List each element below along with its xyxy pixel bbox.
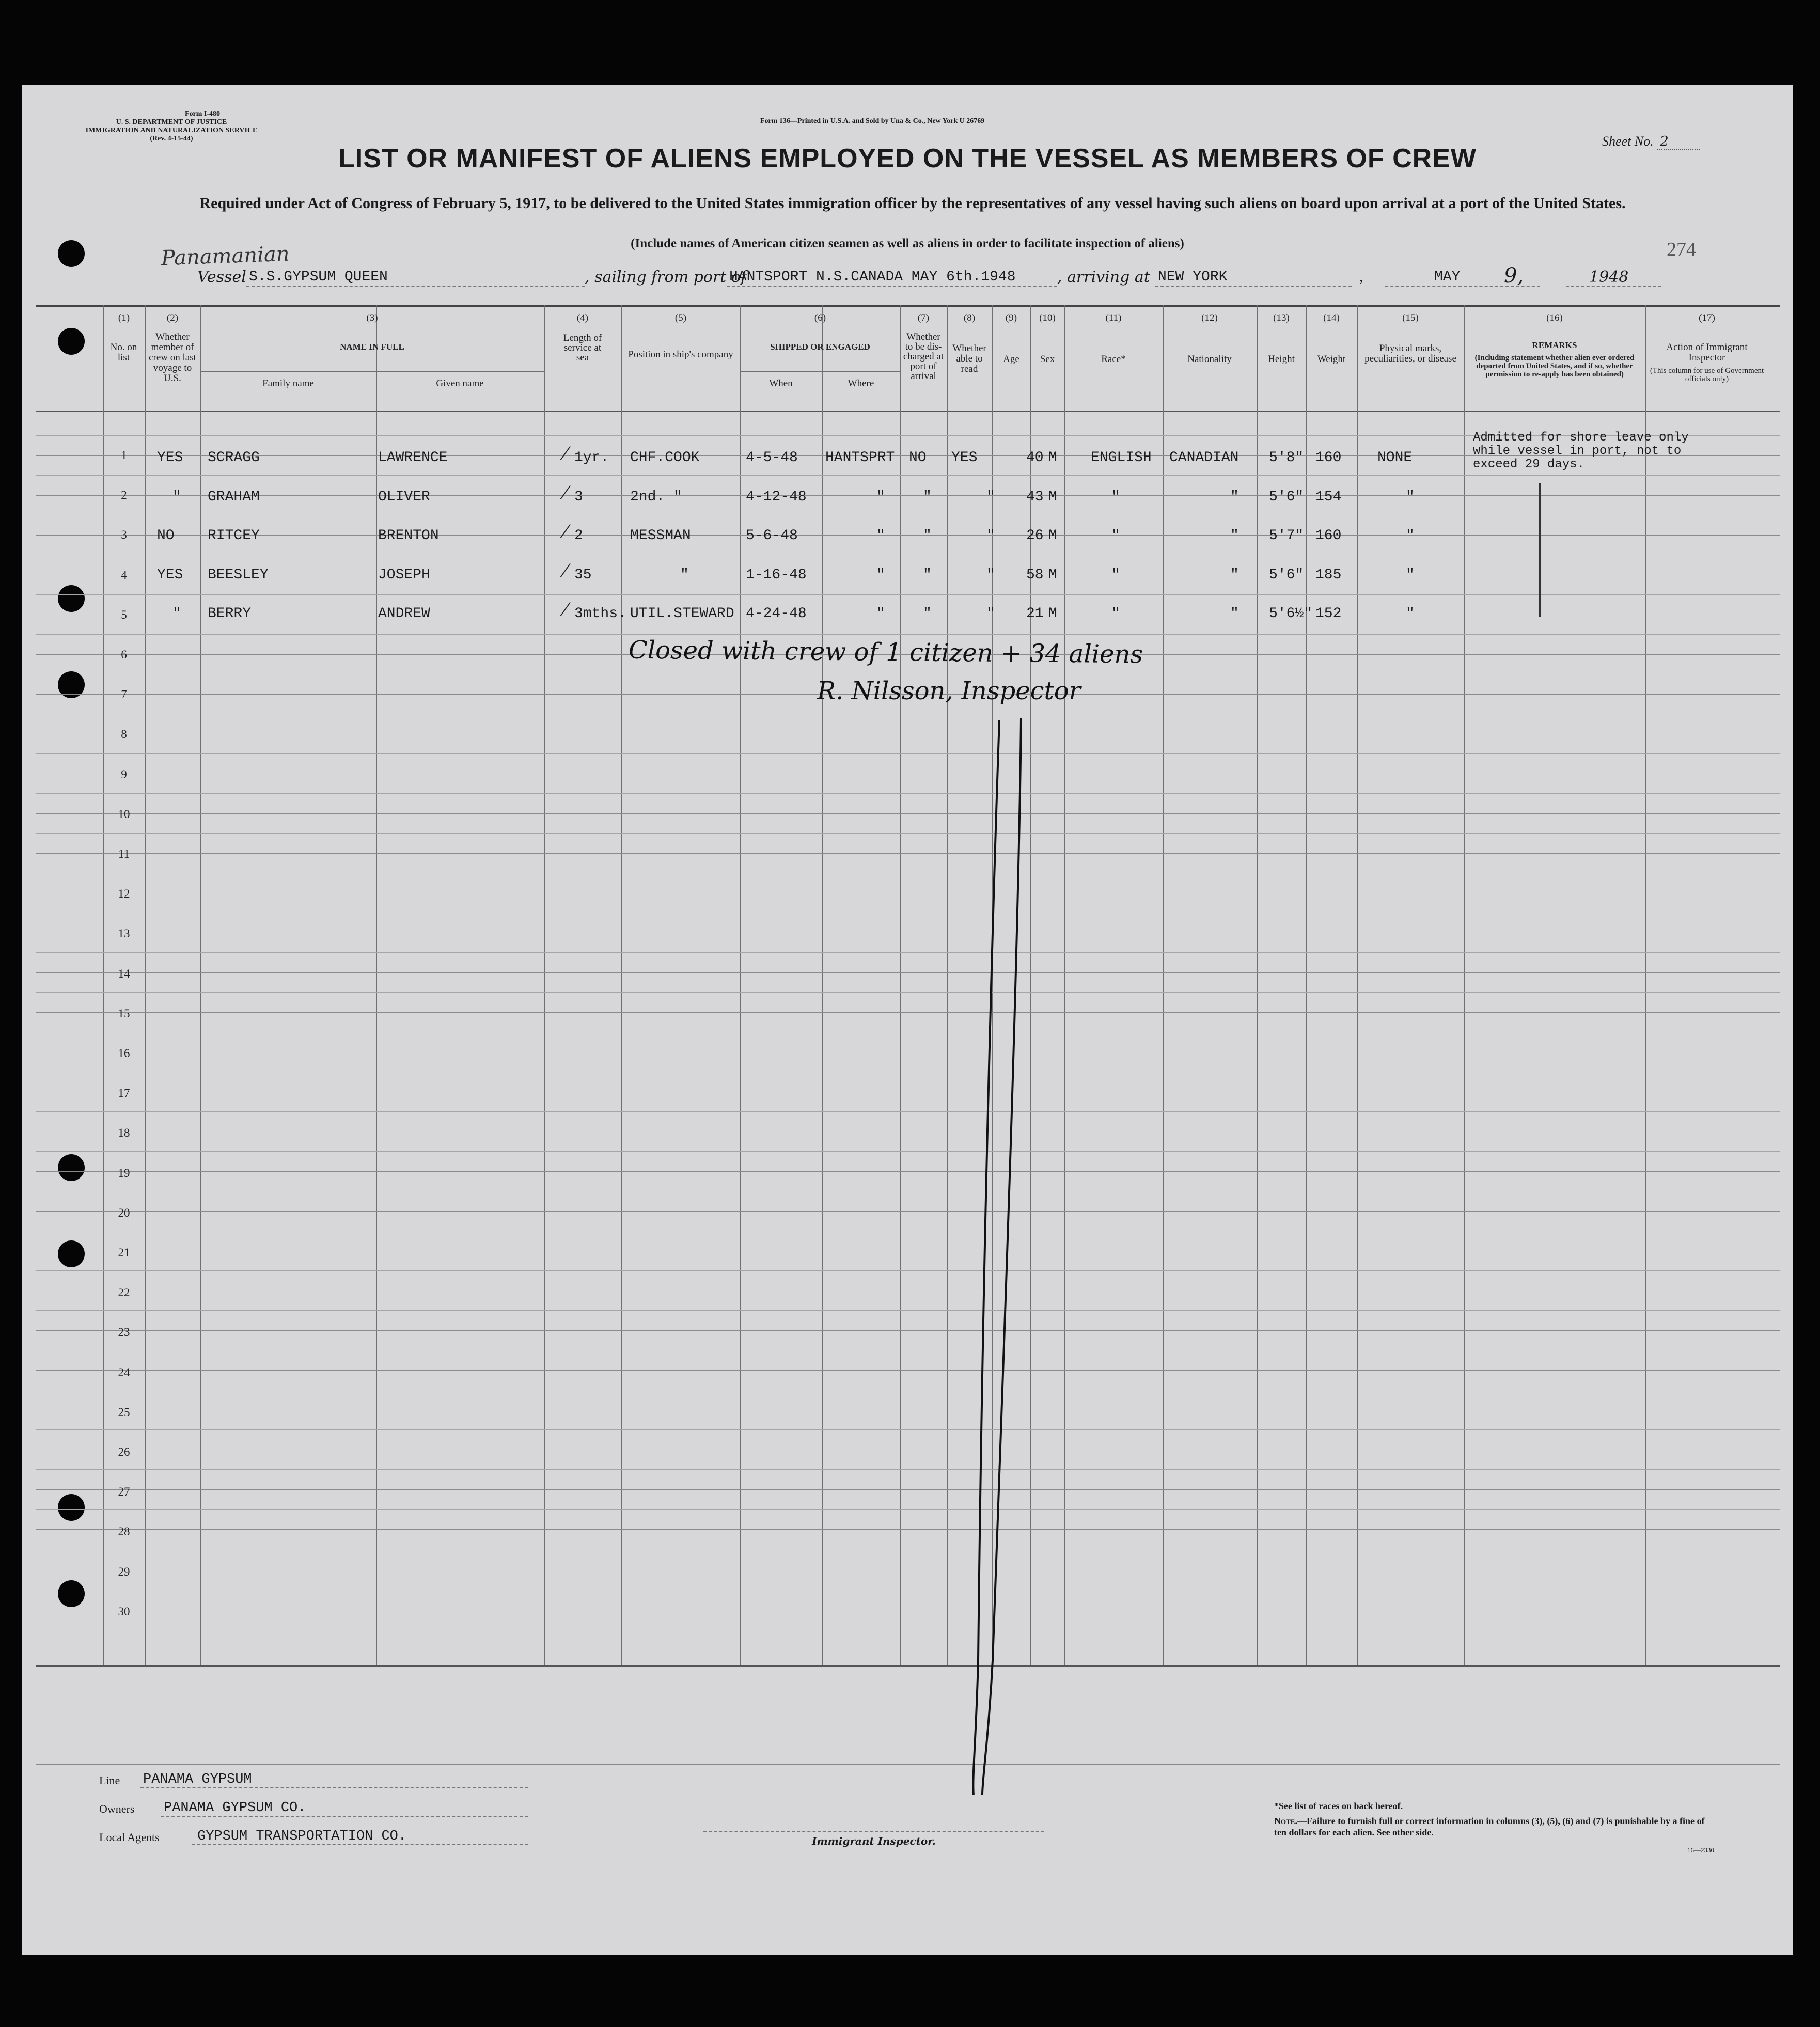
- race-cell: ENGLISH: [1091, 450, 1152, 466]
- row-number: 15: [118, 1007, 130, 1020]
- race-cell: ": [1111, 489, 1120, 505]
- sex-cell: M: [1048, 450, 1057, 466]
- given-name-cell: JOSEPH: [378, 567, 430, 583]
- physical-marks-cell: NONE: [1377, 450, 1413, 466]
- row-number: 1: [121, 449, 127, 462]
- age-cell: 58: [1026, 567, 1044, 583]
- arrival-year: 1948: [1589, 268, 1629, 286]
- col-num: (9): [1005, 312, 1017, 323]
- row-number: 5: [121, 608, 127, 621]
- sex-cell: M: [1048, 567, 1057, 583]
- inspector-caption: Immigrant Inspector.: [812, 1835, 936, 1847]
- family-name-cell: BEESLEY: [208, 567, 269, 583]
- inspector-signature: R. Nilsson, Inspector: [817, 677, 1081, 705]
- col-num: (10): [1039, 312, 1056, 323]
- voyage-line: Vessel S.S.GYPSUM QUEEN , sailing from port of HANTSPORT N.S.CANADA MAY 6th.1948 , arriving at NEW YORK , MAY 9, 1948: [197, 267, 1747, 288]
- row-number: 8: [121, 728, 127, 741]
- given-name-cell: BRENTON: [378, 528, 439, 544]
- row-number: 29: [118, 1565, 130, 1578]
- age-cell: 26: [1026, 528, 1044, 544]
- owners-label: Owners: [99, 1802, 135, 1815]
- physical-marks-cell: ": [1406, 606, 1415, 622]
- vessel-label: Vessel: [197, 268, 246, 286]
- col-label: Nationality: [1187, 354, 1232, 365]
- note-label: Note.: [1274, 1816, 1297, 1826]
- race-cell: ": [1111, 606, 1120, 622]
- department: U. S. DEPARTMENT OF JUSTICE: [116, 118, 227, 126]
- service-length-cell: 3: [574, 489, 583, 505]
- printer-line: Form 136—Printed in U.S.A. and Sold by Una & Co., New York U 26769: [760, 117, 985, 125]
- shipped-where-cell: ": [876, 606, 885, 622]
- last-voyage-cell: YES: [157, 450, 183, 466]
- position-cell: CHF.COOK: [630, 450, 700, 466]
- given-name-cell: OLIVER: [378, 489, 430, 505]
- row-number: 13: [118, 927, 130, 940]
- shipped-when-cell: 4-5-48: [746, 450, 798, 466]
- family-name-cell: SCRAGG: [208, 450, 260, 466]
- service-length-cell: 3mths.: [574, 606, 626, 622]
- form-code: 16—2330: [1687, 1846, 1714, 1854]
- sheet-label: Sheet No.: [1602, 134, 1654, 149]
- shipped-when-cell: 5-6-48: [746, 528, 798, 544]
- age-cell: 21: [1026, 606, 1044, 622]
- col-label: Whether to be dis-charged at port of arrival: [903, 332, 944, 382]
- col-sub: Given name: [436, 378, 484, 389]
- physical-marks-cell: ": [1406, 528, 1415, 544]
- col-label: REMARKS: [1532, 340, 1577, 350]
- family-name-cell: BERRY: [208, 606, 252, 622]
- page-title: LIST OR MANIFEST OF ALIENS EMPLOYED ON THE VESSEL AS MEMBERS OF CREW: [338, 144, 1477, 174]
- line-label: Line: [99, 1774, 120, 1787]
- service-length-cell: 1yr.: [574, 450, 609, 466]
- weight-cell: 154: [1315, 489, 1342, 505]
- arriving-at: NEW YORK: [1158, 269, 1228, 285]
- row-number: 16: [118, 1047, 130, 1060]
- note-text: —Failure to furnish full or correct information in columns (3), (5), (6) and (7) is punishable by a fine of ten dollars for each alien. See other side.: [1274, 1816, 1705, 1837]
- last-voyage-cell: NO: [157, 528, 175, 544]
- physical-marks-cell: ": [1406, 567, 1415, 583]
- shipped-when-cell: 1-16-48: [746, 567, 807, 583]
- nationality-cell: CANADIAN: [1169, 450, 1239, 466]
- last-voyage-cell: YES: [157, 567, 183, 583]
- col-num: (2): [166, 312, 179, 323]
- col-label: Age: [1003, 354, 1019, 365]
- shipped-where-cell: HANTSPRT: [825, 450, 895, 466]
- row-number: 9: [121, 767, 127, 781]
- discharged-cell: ": [923, 528, 932, 544]
- shipped-where-cell: ": [876, 489, 885, 505]
- agents-field: [99, 1831, 528, 1844]
- row-number: 3: [121, 528, 127, 542]
- shipped-where-cell: ": [876, 567, 885, 583]
- service-length-cell: 2: [574, 528, 583, 544]
- col-label: Physical marks, peculiarities, or disease: [1364, 343, 1456, 364]
- check-mark-icon: ∕: [559, 522, 572, 545]
- arrival-day: 9,: [1504, 264, 1524, 288]
- row-number: 20: [118, 1206, 130, 1219]
- able-to-read-cell: ": [986, 567, 995, 583]
- height-cell: 5'6": [1269, 489, 1304, 505]
- position-cell: UTIL.STEWARD: [630, 606, 734, 622]
- service-length-cell: 35: [574, 567, 592, 583]
- arriving-label: , arriving at: [1057, 268, 1150, 286]
- weight-cell: 152: [1315, 606, 1342, 622]
- col-num: (7): [917, 312, 930, 323]
- col-num: (3): [366, 312, 378, 323]
- row-number: 17: [118, 1087, 130, 1100]
- col-label: Whether able to read: [952, 343, 986, 374]
- handwritten-flag: Panamanian: [161, 242, 290, 271]
- owners-field: [99, 1802, 528, 1816]
- col-label: Length of service at sea: [563, 333, 602, 363]
- col-label: Sex: [1040, 354, 1055, 365]
- check-mark-icon: ∕: [559, 600, 572, 623]
- col-label: No. on list: [110, 342, 137, 363]
- col-label: SHIPPED OR ENGAGED: [770, 342, 870, 352]
- weight-cell: 185: [1315, 567, 1342, 583]
- last-voyage-cell: ": [172, 606, 181, 622]
- check-mark-icon: ∕: [559, 482, 572, 506]
- able-to-read-cell: ": [986, 489, 995, 505]
- owners-value: PANAMA GYPSUM CO.: [164, 1800, 306, 1816]
- row-number: 23: [118, 1326, 130, 1339]
- row-number: 30: [118, 1605, 130, 1618]
- row-number: 25: [118, 1405, 130, 1419]
- col-num: (8): [963, 312, 976, 323]
- race-cell: ": [1111, 528, 1120, 544]
- col-label: Action of Immigrant Inspector: [1666, 342, 1748, 363]
- col-label: Position in ship's company: [628, 349, 733, 360]
- age-cell: 43: [1026, 489, 1044, 505]
- col-note: (Including statement whether alien ever ordered deported from United States, and if so, whether permission to re-apply has been obtained): [1474, 354, 1635, 379]
- given-name-cell: ANDREW: [378, 606, 430, 622]
- line-value: PANAMA GYPSUM: [143, 1772, 252, 1787]
- row-number: 19: [118, 1166, 130, 1180]
- col-label: Height: [1268, 354, 1295, 365]
- col-sub: Where: [848, 378, 874, 389]
- col-num: (12): [1201, 312, 1218, 323]
- position-cell: MESSMAN: [630, 528, 691, 544]
- sheet-no: 2: [1657, 134, 1700, 150]
- service-name: IMMIGRATION AND NATURALIZATION SERVICE: [85, 127, 258, 134]
- shipped-when-cell: 4-24-48: [746, 606, 807, 622]
- height-cell: 5'6½": [1269, 606, 1313, 622]
- weight-cell: 160: [1315, 528, 1342, 544]
- cancel-lines: [22, 85, 1793, 1955]
- discharged-cell: ": [923, 567, 932, 583]
- row-number: 24: [118, 1365, 130, 1379]
- row-number: 14: [118, 967, 130, 980]
- nationality-cell: ": [1230, 489, 1239, 505]
- last-voyage-cell: ": [172, 489, 181, 505]
- sex-cell: M: [1048, 606, 1057, 622]
- subtitle: Required under Act of Congress of February 5, 1917, to be delivered to the United States immigration officer by the representatives of any vessel having such aliens on board upon arrival at a port of the United States.: [199, 195, 1626, 212]
- able-to-read-cell: ": [986, 606, 995, 622]
- row-number: 21: [118, 1246, 130, 1259]
- col-num: (11): [1105, 312, 1122, 323]
- col-label: Whether member of crew on last voyage to U.S.: [149, 332, 196, 384]
- row-number: 26: [118, 1445, 130, 1458]
- age-cell: 40: [1026, 450, 1044, 466]
- col-num: (5): [674, 312, 687, 323]
- col-num: (14): [1323, 312, 1340, 323]
- weight-cell: 160: [1315, 450, 1342, 466]
- vessel-name: S.S.GYPSUM QUEEN: [249, 269, 388, 285]
- col-label: Race*: [1101, 354, 1126, 365]
- height-cell: 5'6": [1269, 567, 1304, 583]
- given-name-cell: LAWRENCE: [378, 450, 448, 466]
- nationality-cell: ": [1230, 528, 1239, 544]
- stamp-number: 274: [1667, 239, 1696, 260]
- row-number: 7: [121, 688, 127, 701]
- agents-label: Local Agents: [99, 1831, 160, 1844]
- col-num: (6): [814, 312, 826, 323]
- row-number: 12: [118, 887, 130, 901]
- col-num: (16): [1546, 312, 1563, 323]
- sex-cell: M: [1048, 489, 1057, 505]
- row-number: 22: [118, 1286, 130, 1299]
- revision: (Rev. 4-15-44): [150, 135, 193, 143]
- row-number: 11: [118, 847, 130, 860]
- family-name-cell: GRAHAM: [208, 489, 260, 505]
- nationality-cell: ": [1230, 567, 1239, 583]
- col-num: (13): [1273, 312, 1290, 323]
- discharged-cell: ": [923, 489, 932, 505]
- col-note: (This column for use of Government officials only): [1650, 367, 1764, 383]
- form-number: Form I-480: [184, 110, 221, 118]
- agents-value: GYPSUM TRANSPORTATION CO.: [197, 1829, 407, 1844]
- arrival-month: MAY: [1434, 269, 1461, 285]
- col-label: NAME IN FULL: [340, 342, 404, 352]
- manifest-sheet: [22, 85, 1793, 1955]
- height-cell: 5'8": [1269, 450, 1304, 466]
- discharged-cell: NO: [909, 450, 927, 466]
- shipped-where-cell: ": [876, 528, 885, 544]
- race-cell: ": [1111, 567, 1120, 583]
- row-number: 2: [121, 489, 127, 502]
- row-number: 27: [118, 1485, 130, 1499]
- family-name-cell: RITCEY: [208, 528, 260, 544]
- physical-marks-cell: ": [1406, 489, 1415, 505]
- col-sub: Family name: [262, 378, 314, 389]
- subnote: (Include names of American citizen seamen as well as aliens in order to facilitate inspection of aliens): [631, 237, 1184, 250]
- races-note: *See list of races on back hereof.: [1274, 1801, 1403, 1811]
- sailing-from: HANTSPORT N.S.CANADA MAY 6th.1948: [729, 269, 1016, 285]
- height-cell: 5'7": [1269, 528, 1304, 544]
- col-label: Weight: [1317, 354, 1346, 365]
- col-sub: When: [769, 378, 793, 389]
- sailing-label: , sailing from port of: [585, 268, 747, 286]
- nationality-cell: ": [1230, 606, 1239, 622]
- check-mark-icon: ∕: [559, 444, 572, 467]
- closing-note: Closed with crew of 1 citizen + 34 aliens: [628, 635, 1143, 669]
- discharged-cell: ": [923, 606, 932, 622]
- check-mark-icon: ∕: [559, 560, 572, 584]
- shipped-when-cell: 4-12-48: [746, 489, 807, 505]
- penalty-note: [1274, 1815, 1718, 1838]
- col-num: (15): [1402, 312, 1419, 323]
- able-to-read-cell: YES: [951, 450, 978, 466]
- position-cell: ": [680, 567, 689, 583]
- col-num: (1): [118, 312, 130, 323]
- remarks-row-1: Admitted for shore leave only while vessel in port, not to exceed 29 days.: [1473, 431, 1689, 472]
- row-number: 4: [121, 568, 127, 582]
- row-number: 18: [118, 1126, 130, 1140]
- col-num: (17): [1699, 312, 1715, 323]
- able-to-read-cell: ": [986, 528, 995, 544]
- col-num: (4): [576, 312, 589, 323]
- row-number: 28: [118, 1525, 130, 1538]
- sex-cell: M: [1048, 528, 1057, 544]
- line-field: [99, 1774, 528, 1787]
- row-number: 6: [121, 648, 127, 661]
- position-cell: 2nd. ": [630, 489, 682, 505]
- row-number: 10: [118, 807, 130, 821]
